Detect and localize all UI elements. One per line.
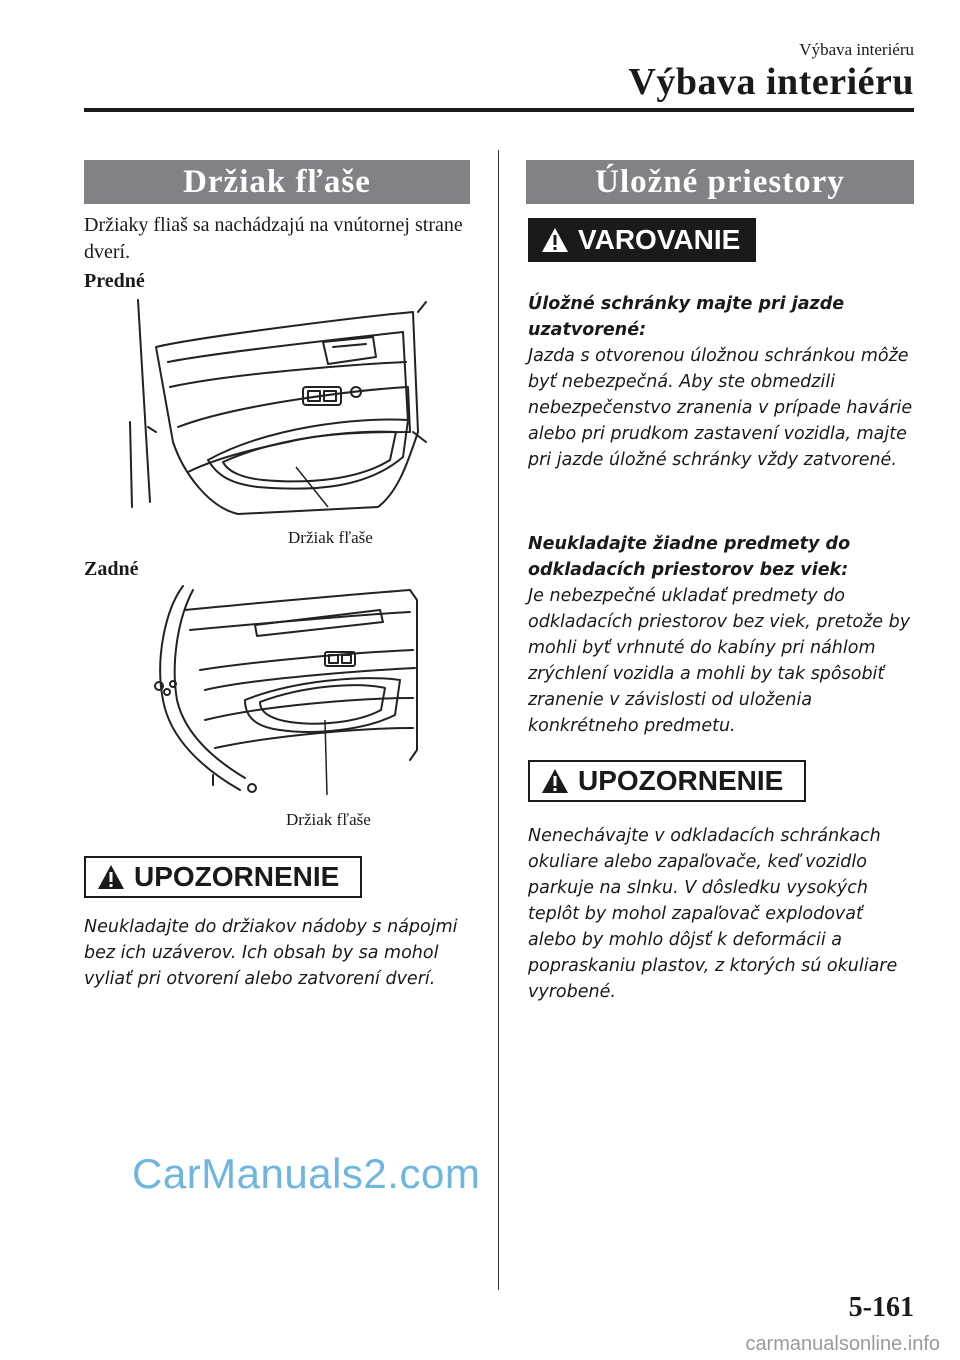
footer-site: carmanualsonline.info [745,1333,940,1355]
header-rule [84,108,914,112]
warning-1-text: Jazda s otvorenou úložnou schránkou môže byť nebezpečná. Aby ste obmedzili nebezpečenstvo zranenia v prípade havárie alebo pri prudkom zastavení vozidla, majte pri jazde úložné schránky vždy zatvorené. [528,346,913,470]
warning-triangle-icon [540,767,570,795]
warning-1 [528,291,913,473]
caution-text-right: Nenechávajte v odkladacích schránkach okuliare alebo zapaľovače, keď vozidlo parkuje na slnku. V dôsledku vysokých teplôt by mohol zapaľovač explodovať alebo by mohlo dôjsť k deformácii a popraskaniu plastov, z ktorých sú okuliare vyrobené. [528,826,898,1002]
warning-box [528,218,756,262]
front-door-illustration [128,292,428,522]
warning-2-text: Je nebezpečné ukladať predmety do odkladacích priestorov bez viek, pretože by mohli byť vrhnuté do kabíny pri náhlom zrýchlení vozidla a mohli by tak spôsobiť zranenie v závislosti od uloženia konkrétneho predmetu. [528,586,911,736]
front-bottle-holder-caption: Držiak fľaše [288,528,373,547]
rear-door-label: Zadné [84,558,139,580]
warning-1-heading: Úložné schránky majte pri jazde uzatvorené: [528,294,845,340]
bottle-holder-intro: Držiaky fliaš sa nachádzajú na vnútornej strane dverí. [84,214,463,263]
warning-label: VAROVANIE [578,224,741,255]
caution-label-right: UPOZORNENIE [578,765,784,796]
section-title-bottle-holder: Držiak fľaše [84,160,470,204]
rear-bottle-holder-caption: Držiak fľaše [286,810,371,829]
caution-box-left [84,856,362,898]
warning-2 [528,531,913,739]
column-divider [498,150,499,1290]
warning-triangle-icon [540,226,570,254]
running-header-small: Výbava interiéru [799,40,914,59]
warning-triangle-icon [96,863,126,891]
section-title-storage: Úložné priestory [526,160,914,204]
front-door-label: Predné [84,270,145,292]
page-number: 5-161 [848,1292,914,1323]
caution-box-right [528,760,806,802]
rear-door-illustration [145,580,420,802]
running-header-title: Výbava interiéru [628,61,914,103]
caution-text-left: Neukladajte do držiakov nádoby s nápojmi bez ich uzáverov. Ich obsah by sa mohol vyliať pri otvorení alebo zatvorení dverí. [84,917,458,989]
caution-label-left: UPOZORNENIE [134,861,340,892]
watermark: CarManuals2.com [132,1150,481,1197]
warning-2-heading: Neukladajte žiadne predmety do odkladacích priestorov bez viek: [528,534,851,580]
